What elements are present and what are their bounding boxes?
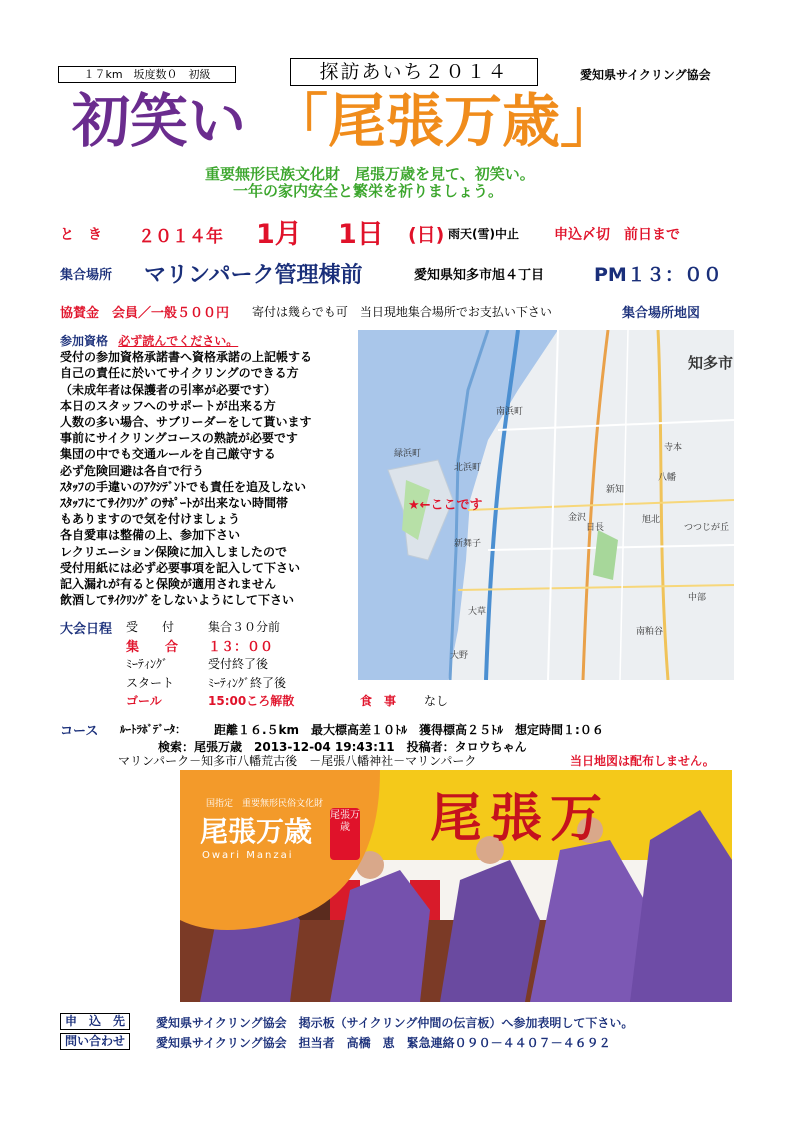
course-label: コース <box>60 724 99 739</box>
schedule-value: 受付終了後 <box>208 657 269 671</box>
schedule-value: ﾐｰﾃｨﾝｸﾞ終了後 <box>208 676 287 690</box>
date-label: と き <box>60 227 102 243</box>
place-label: 集合場所 <box>60 268 113 283</box>
title-badge: 探訪あいち２０１４ <box>290 58 538 86</box>
map-place-label: 南粕谷 <box>636 627 664 637</box>
place-name: マリンパーク管理棟前 <box>144 263 363 288</box>
photo-badge-title: 尾張万歳 <box>200 815 313 848</box>
donation-note: 寄付は幾らでも可 当日現地集合場所でお支払い下さい <box>252 305 552 319</box>
map-place-label: 寺本 <box>664 443 683 453</box>
qualification-line: 記入漏れが有ると保険が適用されません <box>60 577 277 592</box>
schedule-key: 受 付 <box>126 620 175 634</box>
map-place-label: つつじが丘 <box>684 523 730 533</box>
qualification-line: 集団の中でも交通ルールを自己厳守する <box>60 447 276 462</box>
map-place-label: 旭北 <box>642 515 661 525</box>
qualification-section <box>60 333 360 608</box>
meal-label: 食 事 <box>360 694 397 708</box>
headline-part2: 「尾張万歳」 <box>270 87 619 155</box>
contact-text: 愛知県サイクリング協会 担当者 高橋 恵 緊急連絡０９０－４４０７－４６９２ <box>156 1036 611 1050</box>
map-city-label: 知多市 <box>688 354 734 372</box>
schedule-label: 大会日程 <box>60 622 113 637</box>
qualification-line: （未成年者は保護者の引率が必要です） <box>60 382 277 397</box>
map-place-label: 大野 <box>450 651 469 661</box>
schedule-key: ゴール <box>126 694 162 708</box>
qualification-line: ｽﾀｯﾌの手違いのｱｸｼﾃﾞﾝﾄでも責任を追及しない <box>60 479 307 494</box>
no-map-note: 当日地図は配布しません。 <box>570 754 715 768</box>
map-place-label: 北浜町 <box>454 463 482 473</box>
map-place-label: 金沢 <box>568 513 587 523</box>
photo-romaji: Owari Manzai <box>202 850 294 861</box>
course-route: マリンパーク－知多市八幡荒古後 －尾張八幡神社－マリンパーク <box>118 754 477 768</box>
photo-badge-small: 国指定 重要無形民俗文化財 <box>206 799 324 809</box>
schedule-value: １３：００ <box>208 640 274 655</box>
date-weekday: (日) <box>408 224 445 246</box>
map-label: 集合場所地図 <box>622 306 701 321</box>
deadline: 申込〆切 前日まで <box>554 227 680 243</box>
meeting-map <box>358 330 734 680</box>
qualification-line: 各自愛車は整備の上、参加下さい <box>60 528 241 543</box>
photo-seal: 尾張万歳 <box>330 808 360 860</box>
schedule-key: ﾐｰﾃｨﾝｸﾞ <box>126 657 169 671</box>
date-year: ２０１４年 <box>138 227 223 247</box>
qualification-line: 受付の参加資格承諾書へ資格承諾の上記帳する <box>60 350 313 365</box>
meeting-time: PM１３：００ <box>594 264 722 286</box>
map-place-label: 日長 <box>586 523 605 533</box>
qualification-line: レクリエーション保険に加入しましたので <box>60 544 288 559</box>
place-address: 愛知県知多市旭４丁目 <box>414 268 545 283</box>
photo-banner-text: 尾張万 <box>430 789 611 849</box>
organization-name: 愛知県サイクリング協会 <box>580 68 711 82</box>
qualification-line: 事前にサイクリングコースの熟読が必要です <box>60 431 298 446</box>
map-marker: ★←ここです <box>408 498 483 513</box>
qualification-line: 受付用紙には必ず必要事項を記入して下さい <box>60 560 301 575</box>
qualification-line: 本日のスタッフへのサポートが出来る方 <box>60 398 276 413</box>
map-place-label: 緑浜町 <box>394 449 422 459</box>
fee-amount: 会員／一般５００円 <box>112 306 230 321</box>
subtitle-line2: 一年の家内安全と繁栄を祈りましょう。 <box>233 182 504 200</box>
headline-part1: 初笑い <box>72 87 247 155</box>
headline <box>72 86 618 156</box>
date-day: 1日 <box>338 219 384 250</box>
map-place-label: 新舞子 <box>454 539 482 549</box>
qualification-line: 必ず危険回避は各自で行う <box>60 463 205 478</box>
map-place-label: 中部 <box>688 593 707 603</box>
map-place-label: 八幡 <box>658 473 677 483</box>
course-stats: 距離１６.５km 最大標高差１０ﾄﾙ 獲得標高２５ﾄﾙ 想定時間１:０６ <box>214 723 604 737</box>
qualification-line: 人数の多い場合、サブリーダーをして貰います <box>60 415 312 430</box>
date-month: 1月 <box>256 219 302 250</box>
qualification-label: 参加資格 <box>60 334 109 348</box>
apply-text: 愛知県サイクリング協会 掲示板（サイクリング仲間の伝言板）へ参加表明して下さい。 <box>156 1016 634 1030</box>
course-search: 検索：尾張万歳 2013-12-04 19:43:11 投稿者：タロウちゃん <box>158 740 527 754</box>
must-read: 必ず読んでください。 <box>118 334 239 348</box>
qualification-line: もありますので気を付けましょう <box>60 512 241 527</box>
schedule-key: 集 合 <box>126 640 179 655</box>
schedule-value: 15:00ころ解散 <box>208 694 295 708</box>
qualification-line: 飲酒してｻｲｸﾘﾝｸﾞをしないようにして下さい <box>60 593 295 608</box>
subtitle-line1: 重要無形民族文化財 尾張万歳を見て、初笑い。 <box>205 165 535 183</box>
route-lab-label: ﾙｰﾄﾗﾎﾞﾃﾞｰﾀ： <box>120 723 186 736</box>
schedule-value: 集合３０分前 <box>208 620 281 634</box>
course-badge: １７km 坂度数０ 初級 <box>58 66 236 83</box>
meal-value: なし <box>424 694 449 708</box>
qualification-line: 自己の責任に於いてサイクリングのできる方 <box>60 366 299 381</box>
rain-note: 雨天(雪)中止 <box>448 227 519 241</box>
map-place-label: 大草 <box>468 607 487 617</box>
qualification-line: ｽﾀｯﾌにてｻｲｸﾘﾝｸﾞのｻﾎﾟｰﾄが出来ない時間帯 <box>60 496 289 511</box>
fee-label: 協賛金 <box>60 306 100 321</box>
map-place-label: 新知 <box>606 485 625 495</box>
qualification-heading <box>60 333 360 349</box>
apply-label: 申 込 先 <box>60 1013 130 1030</box>
manzai-photo <box>180 770 732 1002</box>
map-place-label: 南浜町 <box>496 407 524 417</box>
contact-label: 問い合わせ <box>60 1033 130 1050</box>
schedule-key: スタート <box>126 676 175 690</box>
